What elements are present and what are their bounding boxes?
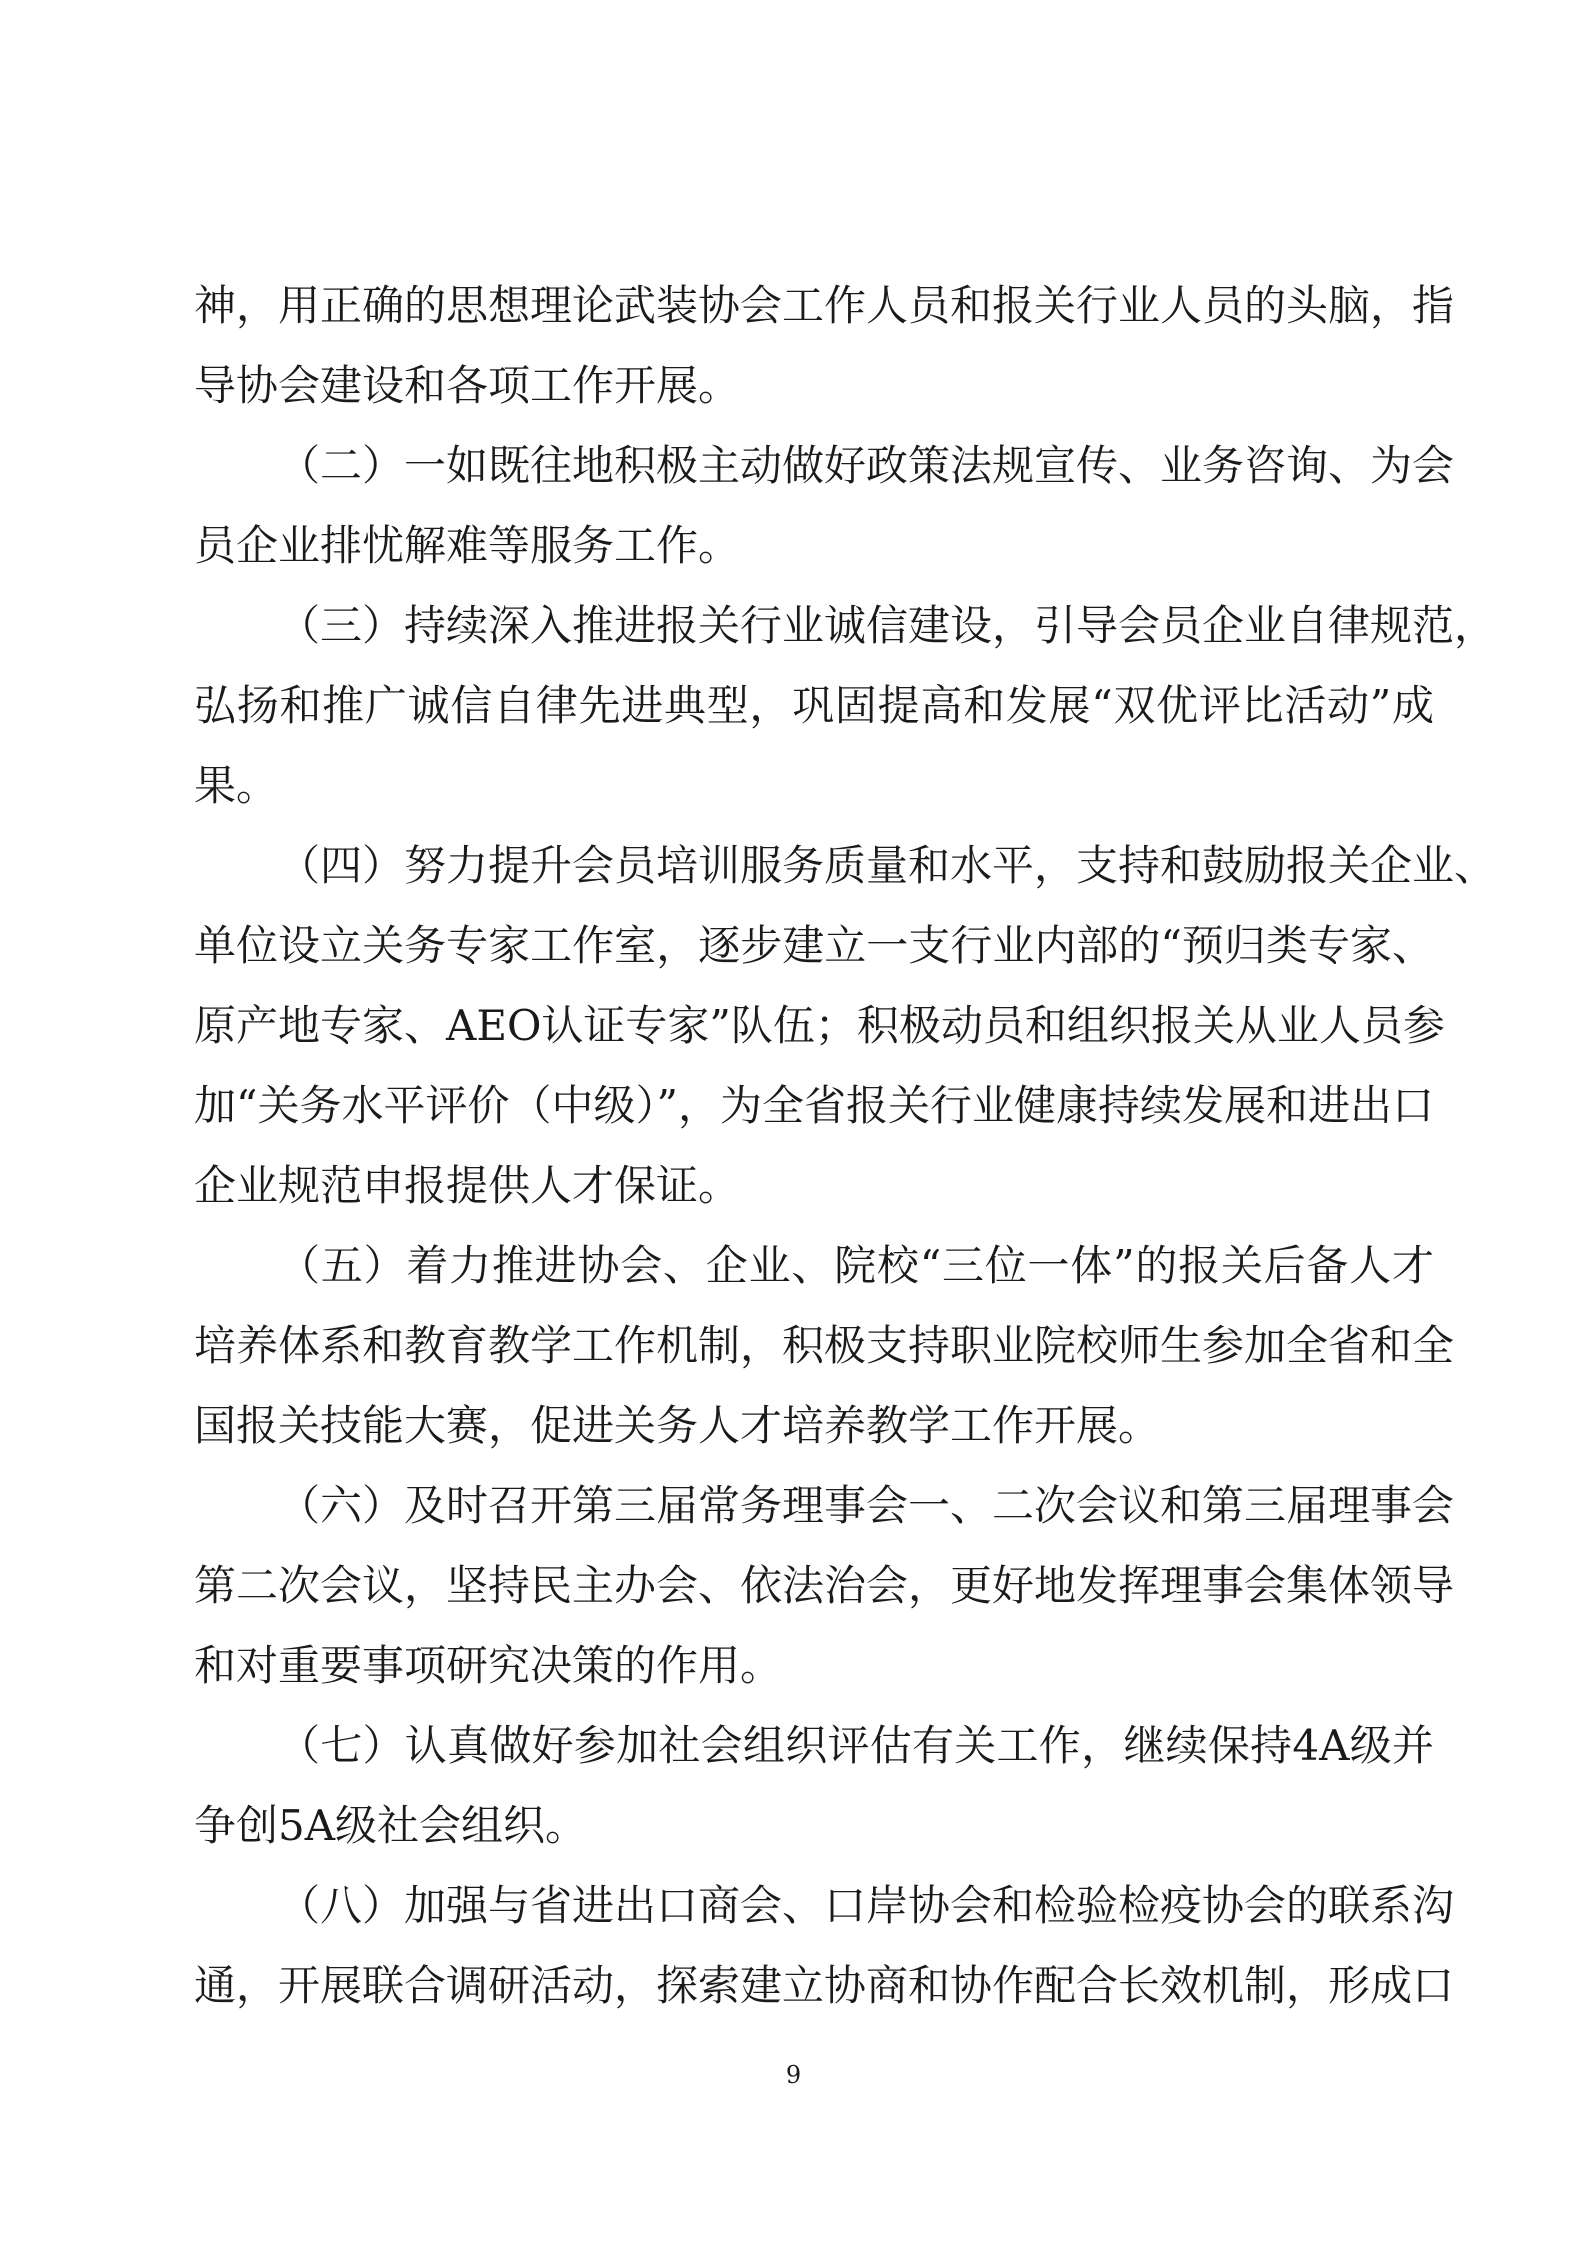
body-text-line: 企业规范申报提供人才保证。 (194, 1161, 741, 1210)
body-text-line: 国报关技能大赛，促进关务人才培养教学工作开展。 (194, 1401, 1161, 1450)
paragraph-first-line: （六）及时召开第三届常务理事会一、二次会议和第三届理事会 (278, 1481, 1455, 1530)
body-text-line: 争创5A级社会组织。 (194, 1801, 588, 1850)
body-text-line: 弘扬和推广诚信自律先进典型，巩固提高和发展“双优评比活动”成 (194, 681, 1434, 730)
paragraph-first-line: （三）持续深入推进报关行业诚信建设，引导会员企业自律规范， (278, 601, 1497, 650)
body-text-line: 培养体系和教育教学工作机制，积极支持职业院校师生参加全省和全 (194, 1321, 1455, 1370)
body-text-line: 第二次会议，坚持民主办会、依法治会，更好地发挥理事会集体领导 (194, 1561, 1455, 1610)
paragraph-first-line: （五）着力推进协会、企业、院校“三位一体”的报关后备人才 (278, 1241, 1434, 1290)
paragraph-first-line: （四）努力提升会员培训服务质量和水平，支持和鼓励报关企业、 (278, 841, 1497, 890)
paragraph-first-line: （二）一如既往地积极主动做好政策法规宣传、业务咨询、为会 (278, 441, 1455, 490)
body-text-line: 神，用正确的思想理论武装协会工作人员和报关行业人员的头脑，指 (194, 281, 1455, 330)
paragraph-first-line: （七）认真做好参加社会组织评估有关工作，继续保持4A级并 (278, 1721, 1434, 1770)
body-text-line: 原产地专家、AEO认证专家”队伍；积极动员和组织报关从业人员参 (194, 1001, 1445, 1050)
body-text-line: 单位设立关务专家工作室，逐步建立一支行业内部的“预归类专家、 (194, 921, 1434, 970)
body-text-line: 加“关务水平评价（中级）”，为全省报关行业健康持续发展和进出口 (194, 1081, 1434, 1130)
body-text-line: 员企业排忧解难等服务工作。 (194, 521, 741, 570)
page-number: 9 (785, 2061, 802, 2089)
paragraph-first-line: （八）加强与省进出口商会、口岸协会和检验检疫协会的联系沟 (278, 1881, 1455, 1930)
body-text-line: 果。 (194, 761, 279, 810)
body-text-line: 和对重要事项研究决策的作用。 (194, 1641, 783, 1690)
body-text-line: 导协会建设和各项工作开展。 (194, 361, 741, 410)
body-text-line: 通，开展联合调研活动，探索建立协商和协作配合长效机制，形成口 (194, 1961, 1455, 2010)
